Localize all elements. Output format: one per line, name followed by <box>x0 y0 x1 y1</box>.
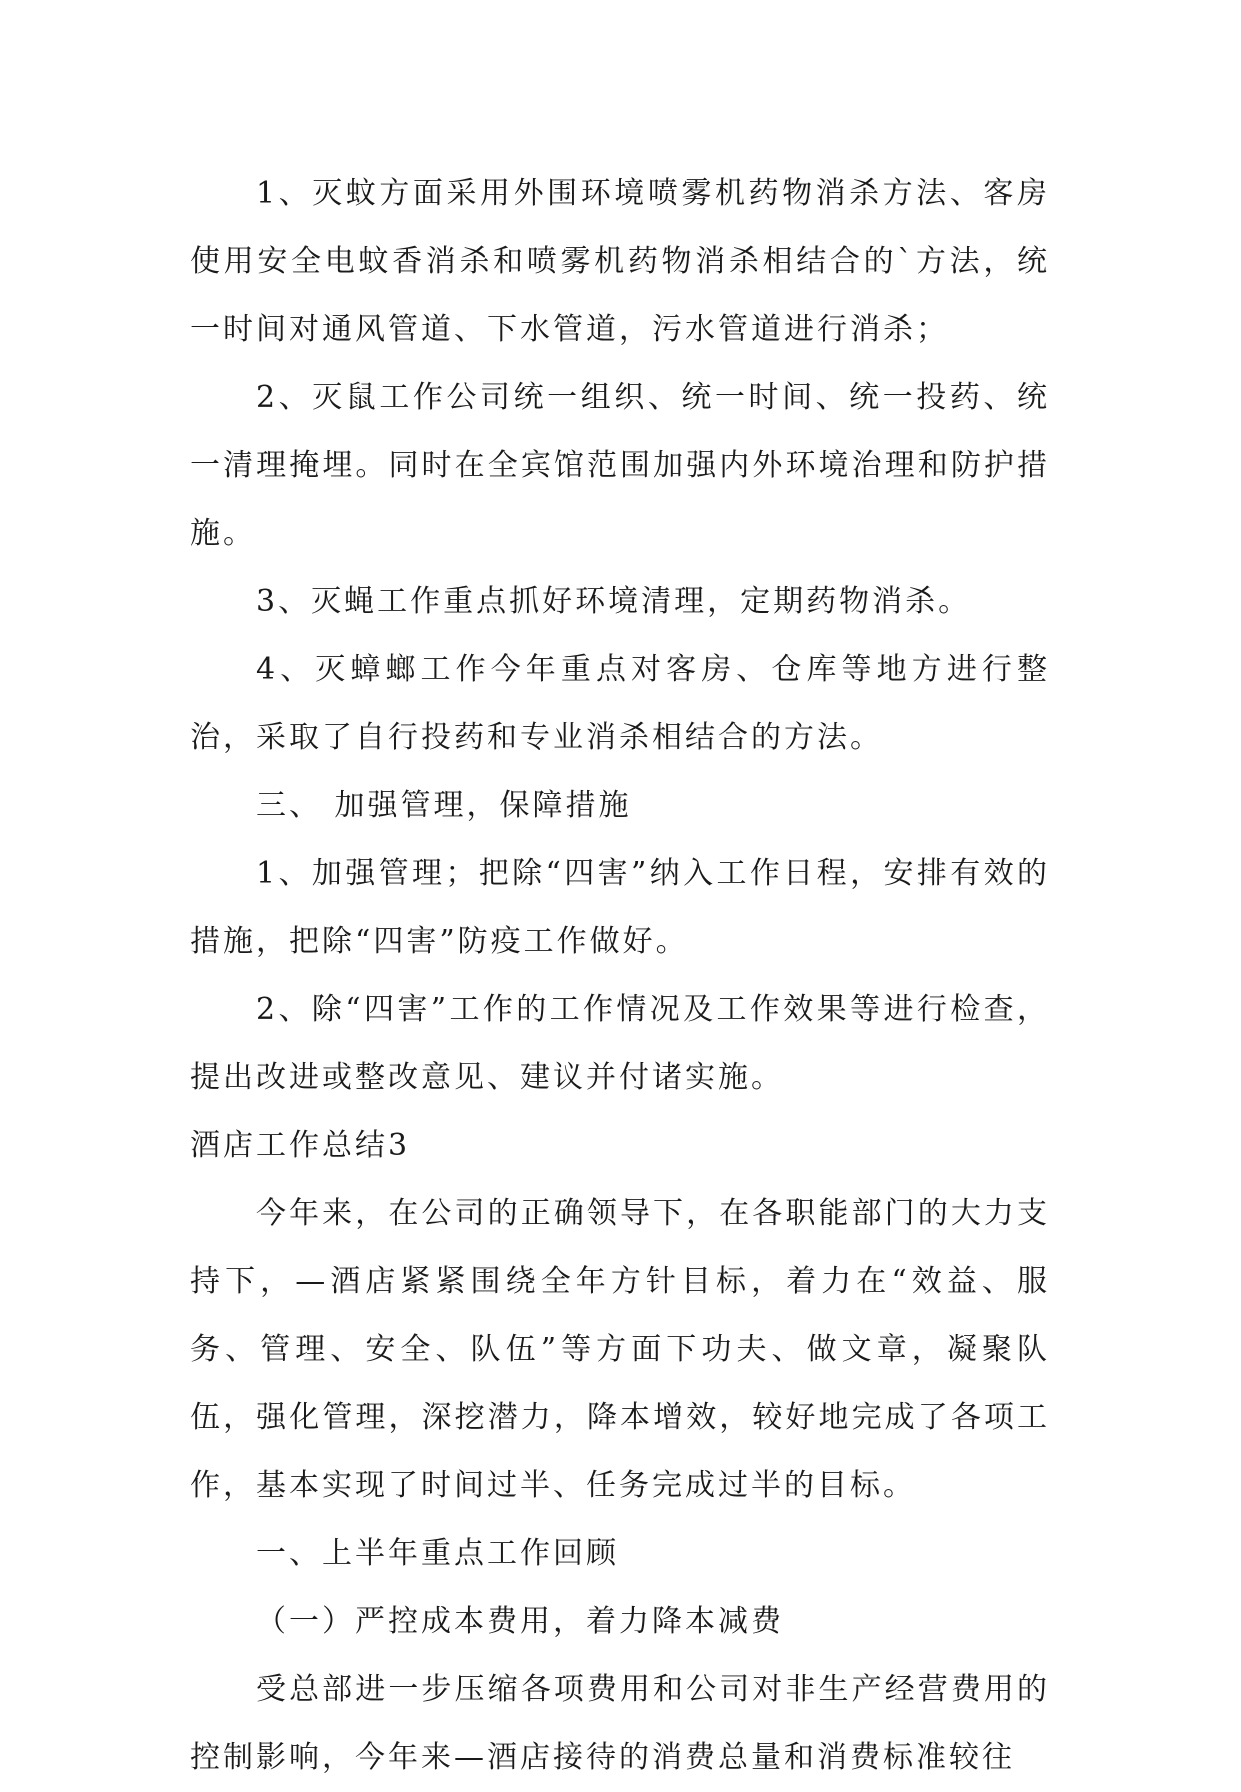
paragraph-intro: 今年来，在公司的正确领导下，在各职能部门的大力支持下，—酒店紧紧围绕全年方针目标，着力在“效益、服务、管理、安全、队伍”等方面下功夫、做文章，凝聚队伍，强化管理，深挖潜力，降本增效，较好地完成了各项工作，基本实现了时间过半、任务完成过半的目标。 <box>190 1196 1050 1503</box>
section-heading-review: 一、上半年重点工作回顾 <box>256 1536 619 1571</box>
document-title: 酒店工作总结3 <box>190 1128 411 1163</box>
subsection-heading-cost: （一）严控成本费用，着力降本减费 <box>256 1604 784 1639</box>
paragraph-cockroach: 4、灭蟑螂工作今年重点对客房、仓库等地方进行整治，采取了自行投药和专业消杀相结合的方法。 <box>190 652 1050 755</box>
document-page <box>190 160 1050 1792</box>
paragraph-cost: 受总部进一步压缩各项费用和公司对非生产经营费用的控制影响，今年来—酒店接待的消费总量和消费标准较往 <box>190 1672 1050 1775</box>
paragraph-rodent: 2、灭鼠工作公司统一组织、统一时间、统一投药、统一清理掩埋。同时在全宾馆范围加强内外环境治理和防护措施。 <box>190 380 1050 551</box>
paragraph-mosquito: 1、灭蚊方面采用外围环境喷雾机药物消杀方法、客房使用安全电蚊香消杀和喷雾机药物消杀相结合的`方法，统一时间对通风管道、下水管道，污水管道进行消杀； <box>190 176 1050 347</box>
section-heading-management: 三、 加强管理，保障措施 <box>256 788 632 823</box>
paragraph-management-2: 2、除“四害”工作的工作情况及工作效果等进行检查，提出改进或整改意见、建议并付诸实施。 <box>190 992 1050 1095</box>
paragraph-management-1: 1、加强管理；把除“四害”纳入工作日程，安排有效的措施，把除“四害”防疫工作做好。 <box>190 856 1050 959</box>
paragraph-fly: 3、灭蝇工作重点抓好环境清理，定期药物消杀。 <box>256 584 972 619</box>
